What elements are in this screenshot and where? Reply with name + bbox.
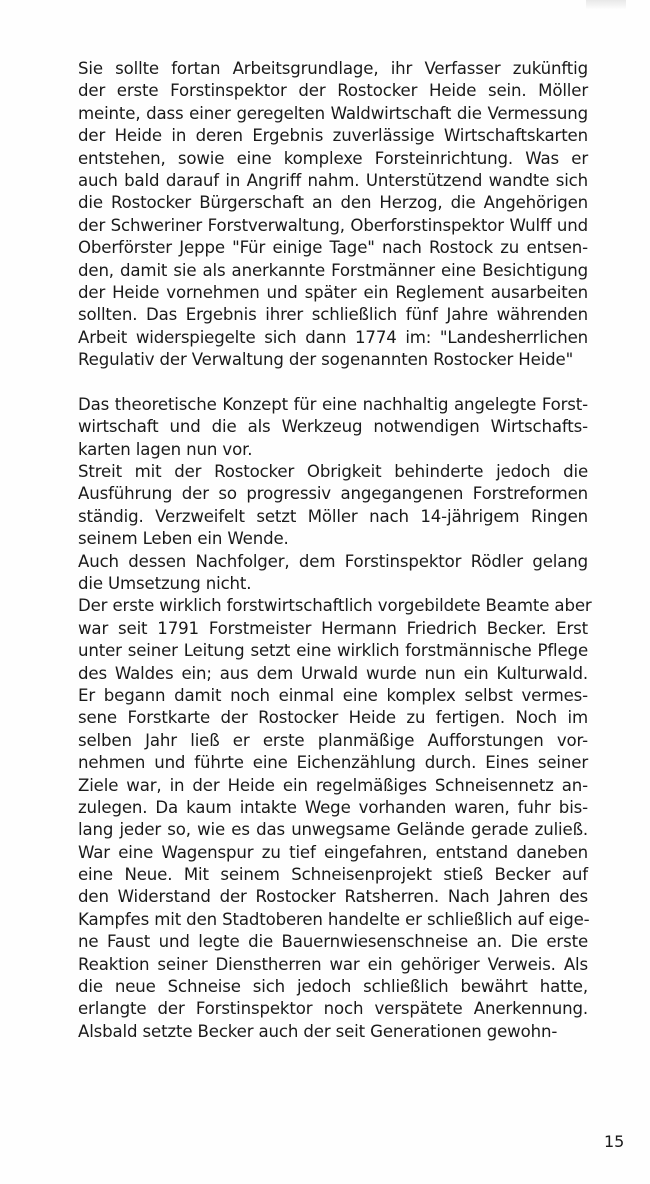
text-line: Kampfes mit den Stadtoberen handelte er schließlich auf eige- xyxy=(78,909,590,929)
text-line: der Heide in deren Ergebnis zuverlässige Wirtschaftskarten xyxy=(78,126,588,146)
text-line: Arbeit widerspiegelte sich dann 1774 im: "Landesherrlichen xyxy=(78,327,588,347)
text-line: selben Jahr ließ er erste planmäßige Aufforstungen vor- xyxy=(78,730,588,750)
text-line: seinem Leben ein Wende. xyxy=(78,529,289,549)
text-line: Streit mit der Rostocker Obrigkeit behinderte jedoch die xyxy=(78,462,588,482)
paragraph xyxy=(78,461,588,551)
text-line: Alsbald setzte Becker auch der seit Generationen gewohn- xyxy=(78,1021,558,1041)
text-line: Er begann damit noch einmal eine komplex selbst vermes- xyxy=(78,685,588,705)
text-line: eine Neue. Mit seinem Schneisenprojekt stieß Becker auf xyxy=(78,865,588,885)
text-line: meinte, dass einer geregelten Waldwirtschaft die Vermessung xyxy=(78,103,588,123)
text-line: Oberförster Jeppe "Für einige Tage" nach Rostock zu entsen- xyxy=(78,238,588,258)
text-line: ne Faust und legte die Bauernwiesenschneise an. Die erste xyxy=(78,932,588,952)
text-line: Reaktion seiner Dienstherren war ein gehöriger Verweis. Als xyxy=(78,954,588,974)
text-line: Der erste wirklich forstwirtschaftlich vorgebildete Beamte aber xyxy=(78,596,592,616)
text-line: Das theoretische Konzept für eine nachhaltig angelegte Forst- xyxy=(78,394,588,414)
text-line: unter seiner Leitung setzt eine wirklich forstmännische Pflege xyxy=(78,641,588,661)
text-line: war seit 1791 Forstmeister Hermann Friedrich Becker. Erst xyxy=(78,618,588,638)
text-line: Ausführung der so progressiv angegangenen Forstreformen xyxy=(78,484,588,504)
paragraph xyxy=(78,595,592,1043)
text-line: Sie sollte fortan Arbeitsgrundlage, ihr Verfasser zukünftig xyxy=(78,59,588,78)
text-line: sollten. Das Ergebnis ihrer schließlich fünf Jahre währenden xyxy=(78,305,588,325)
text-line: nehmen und führte eine Eichenzählung durch. Eines seiner xyxy=(78,753,588,773)
paragraph xyxy=(78,394,588,461)
paragraph xyxy=(78,551,588,596)
paragraph-gap xyxy=(78,371,588,393)
text-line: wirtschaft und die als Werkzeug notwendigen Wirtschafts- xyxy=(78,417,588,437)
text-line: ständig. Verzweifelt setzt Möller nach 14-jährigem Ringen xyxy=(78,506,588,526)
text-line: des Waldes ein; aus dem Urwald wurde nun ein Kulturwald. xyxy=(78,663,588,683)
text-line: War eine Wagenspur zu tief eingefahren, entstand daneben xyxy=(78,842,588,862)
text-line: die Rostocker Bürgerschaft an den Herzog, die Angehörigen xyxy=(78,193,588,213)
text-line: die neue Schneise sich jedoch schließlich bewährt hatte, xyxy=(78,977,588,997)
text-line: lang jeder so, wie es das unwegsame Gelände gerade zuließ. xyxy=(78,820,588,840)
scan-shadow xyxy=(586,0,626,10)
text-line: Auch dessen Nachfolger, dem Forstinspektor Rödler gelang xyxy=(78,551,588,571)
text-line: der Heide vornehmen und später ein Reglement ausarbeiten xyxy=(78,282,588,302)
text-line: Regulativ der Verwaltung der sogenannten Rostocker Heide" xyxy=(78,350,574,370)
text-line: der erste Forstinspektor der Rostocker Heide sein. Möller xyxy=(78,81,588,101)
page-number: 15 xyxy=(604,1132,625,1151)
text-line: zulegen. Da kaum intakte Wege vorhanden waren, fuhr bis- xyxy=(78,797,588,817)
text-line: sene Forstkarte der Rostocker Heide zu fertigen. Noch im xyxy=(78,708,588,728)
text-line: die Umsetzung nicht. xyxy=(78,573,252,593)
text-line: Ziele war, in der Heide ein regelmäßiges Schneisennetz an- xyxy=(78,775,588,795)
text-line: erlangte der Forstinspektor noch verspätete Anerkennung. xyxy=(78,999,588,1019)
text-line: den, damit sie als anerkannte Forstmänner eine Besichtigung xyxy=(78,260,588,280)
text-line: der Schweriner Forstverwaltung, Oberforstinspektor Wulff und xyxy=(78,215,588,235)
text-line: karten lagen nun vor. xyxy=(78,439,253,459)
text-line: den Widerstand der Rostocker Ratsherren. Nach Jahren des xyxy=(78,887,588,907)
text-line: auch bald darauf in Angriff nahm. Unterstützend wandte sich xyxy=(78,170,588,190)
paragraph xyxy=(78,58,588,371)
text-line: entstehen, sowie eine komplexe Forsteinrichtung. Was er xyxy=(78,148,588,168)
body-text xyxy=(78,58,592,1043)
